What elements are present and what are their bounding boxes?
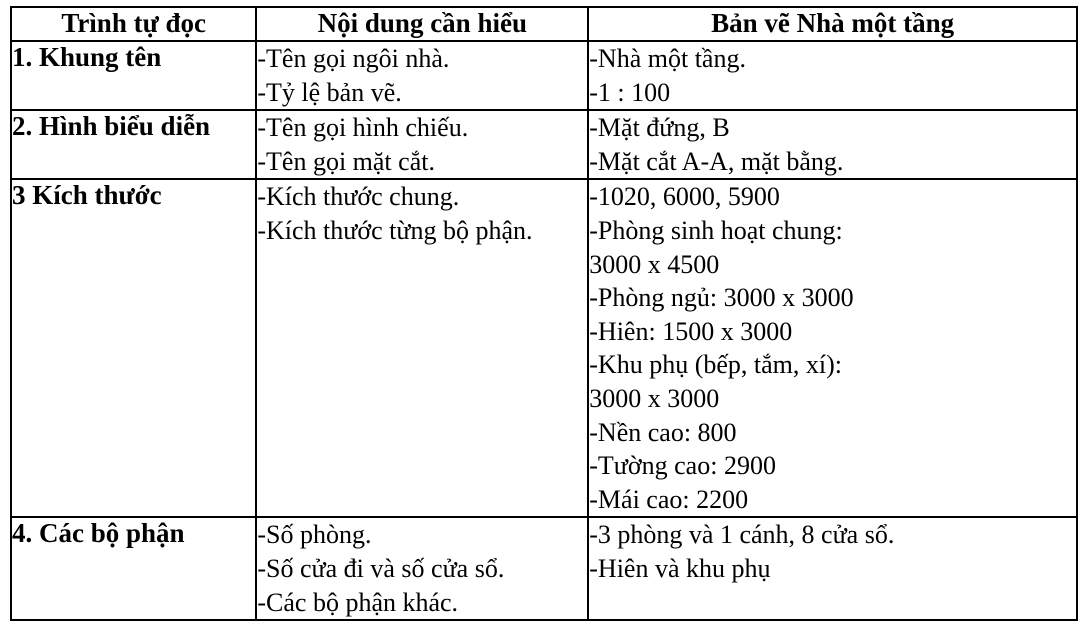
drawing-line: -Phòng sinh hoạt chung: <box>589 215 843 245</box>
header-row <box>11 7 1077 41</box>
drawing-line: -Phòng ngủ: 3000 x 3000 <box>589 283 854 313</box>
step-cell: 2. Hình biểu diễn <box>11 110 256 179</box>
header-reading-order: Trình tự đọc <box>11 7 256 41</box>
drawing-line: -1020, 6000, 5900 <box>589 182 780 212</box>
step-cell: 3 Kích thước <box>11 179 256 517</box>
content-cell <box>256 517 588 620</box>
drawing-line: -3 phòng và 1 cánh, 8 cửa sổ. <box>589 520 895 550</box>
drawing-line: -Hiên và khu phụ <box>589 553 771 583</box>
table-row-dimensions <box>11 179 1077 517</box>
drawing-cell <box>588 517 1077 620</box>
content-cell <box>256 110 588 179</box>
drawing-line: -Khu phụ (bếp, tắm, xí): <box>589 350 842 380</box>
drawing-line: -1 : 100 <box>589 77 671 107</box>
content-line: -Các bộ phận khác. <box>257 587 459 617</box>
drawing-line: 3000 x 3000 <box>589 383 720 413</box>
drawing-line: -Nền cao: 800 <box>589 417 737 447</box>
drawing-line: -Mặt đứng, B <box>589 113 730 143</box>
drawing-cell <box>588 41 1077 110</box>
step-cell: 1. Khung tên <box>11 41 256 110</box>
reading-order-table <box>10 6 1078 621</box>
drawing-line: -Nhà một tầng. <box>589 44 746 73</box>
step-cell: 4. Các bộ phận <box>11 517 256 620</box>
header-content-to-understand: Nội dung cần hiểu <box>256 7 588 41</box>
content-cell <box>256 41 588 110</box>
drawing-line: 3000 x 4500 <box>589 249 720 279</box>
content-cell <box>256 179 588 517</box>
drawing-cell <box>588 179 1077 517</box>
drawing-line: -Mái cao: 2200 <box>589 484 749 514</box>
content-line: -Tỷ lệ bản vẽ. <box>257 77 402 107</box>
drawing-line: -Mặt cắt A-A, mặt bằng. <box>589 146 844 176</box>
content-line: -Số cửa đi và số cửa sổ. <box>257 553 505 583</box>
drawing-line: -Hiên: 1500 x 3000 <box>589 316 793 346</box>
table-row-components <box>11 517 1077 620</box>
table-row-representation <box>11 110 1077 179</box>
content-line: -Tên gọi hình chiếu. <box>257 113 469 143</box>
content-line: -Số phòng. <box>257 520 372 550</box>
table-row-title-block <box>11 41 1077 110</box>
drawing-cell <box>588 110 1077 179</box>
content-line: -Kích thước chung. <box>257 182 460 212</box>
content-line: -Tên gọi mặt cắt. <box>257 146 435 176</box>
content-line: -Kích thước từng bộ phận. <box>257 215 533 245</box>
header-one-story-house-drawing: Bản vẽ Nhà một tầng <box>588 7 1077 41</box>
content-line: -Tên gọi ngôi nhà. <box>257 44 450 73</box>
drawing-line: -Tường cao: 2900 <box>589 451 776 481</box>
